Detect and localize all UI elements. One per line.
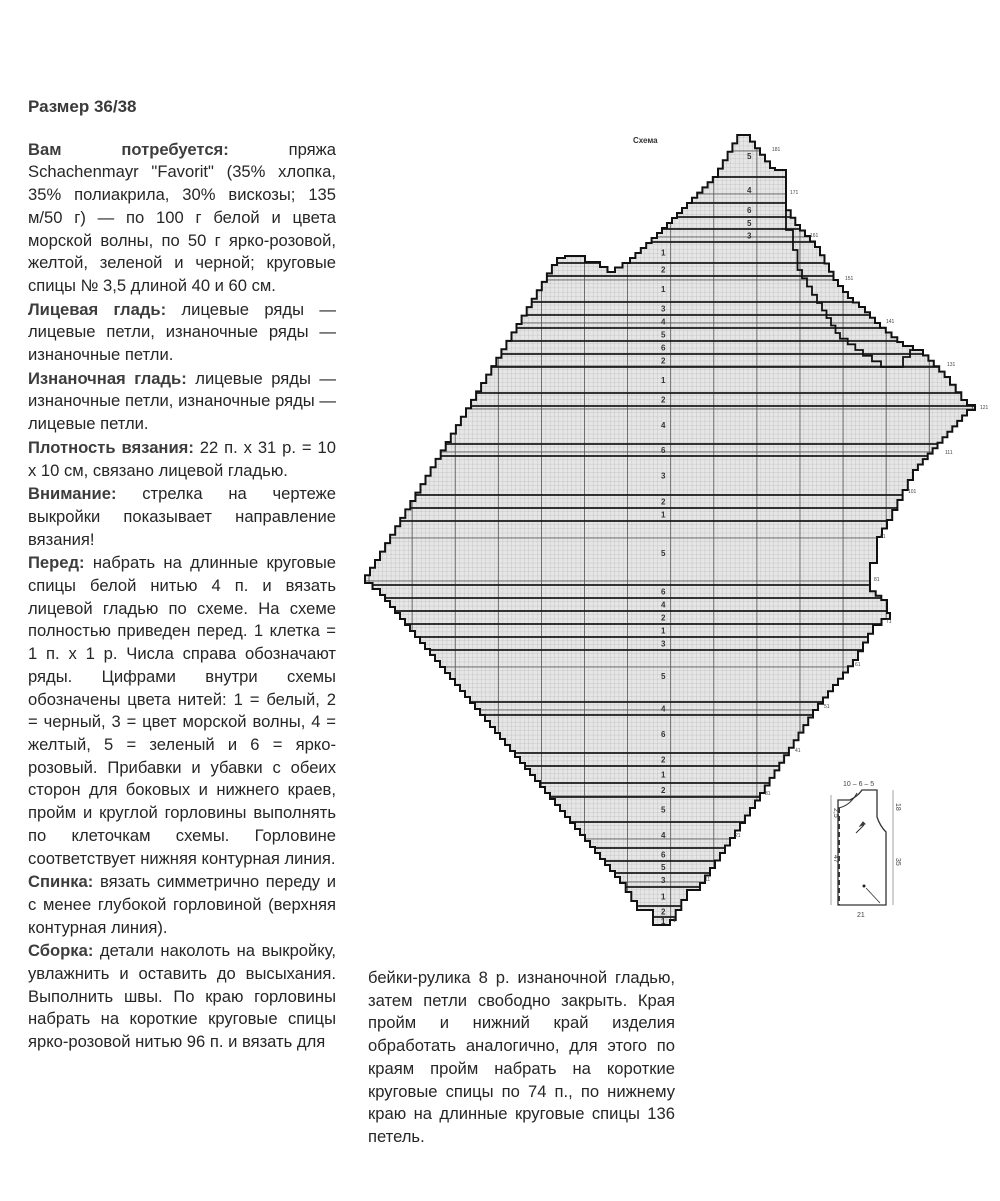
neck-depth: 2,5 [832, 808, 839, 818]
paragraph-text: набрать на длинные круговые спицы белой нитью 4 п. и вязать лицевой гладью по схеме. На схеме полностью приведен перед. 1 клетка = 1 п. х 1 р. Числа справа обозначают ряды. Цифрами внутри схемы обозначены цвета нитей: 1 = белый, 2 = черный, 3 = цвет морской волны, 4 = желтый, 5 = зеленый и 6 = ярко-розовый. Прибавки и убавки с обеих сторон для боковых и нижнего краев, пройм и круглой горловины выполнять по клеточкам схемы. Горловине соответствует нижняя контурная линия. [28, 553, 336, 868]
color-number-label: 1 [661, 892, 666, 902]
color-number-label: 4 [661, 831, 666, 840]
color-number-label: 1 [661, 510, 666, 520]
total-length: 47 [832, 855, 839, 863]
color-number-label: 5 [661, 863, 666, 872]
row-number-label: 11 [705, 877, 711, 883]
color-number-label: 2 [661, 613, 666, 623]
row-number-label: 81 [874, 577, 880, 583]
color-number-label: 6 [661, 446, 666, 455]
paragraph-lead: Перед: [28, 553, 85, 573]
color-number-label: 2 [661, 265, 666, 275]
color-number-label: 5 [747, 152, 752, 161]
paragraph-lead: Вам потребуется: [28, 139, 229, 159]
row-number-label: 141 [886, 319, 895, 325]
color-number-label: 2 [661, 907, 666, 917]
color-number-label: 1 [661, 626, 666, 636]
paragraph-text: стрелка на чертеже выкройки показывает направление вязания! [28, 484, 336, 549]
color-number-label: 4 [661, 421, 666, 430]
paragraph-text: лицевые ряды — изнаночные петли, изнаночные ряды — лицевые петли. [28, 368, 336, 434]
arrow-icon [856, 822, 865, 833]
color-number-label: 2 [661, 395, 666, 405]
color-number-label: 2 [661, 755, 666, 765]
row-number-label: 91 [880, 534, 886, 540]
paragraph-text: 22 п. х 31 р. = 10 х 10 см, связано лицевой гладью. [28, 437, 336, 480]
color-number-label: 1 [661, 770, 666, 780]
row-number-label: 131 [947, 362, 956, 368]
paragraph-text: детали наколоть на выкройку, увлажнить и оставить до высыхания. Выполнить швы. По краю горловины набрать на короткие круговые спицы ярко-розовой нитью 96 п. и вязать для [28, 941, 336, 1052]
color-number-label: 6 [661, 343, 666, 353]
color-number-label: 6 [661, 850, 666, 860]
row-number-label: 111 [945, 450, 953, 456]
size-title: Размер 36/38 [28, 97, 137, 116]
paragraph-lead: Плотность вязания: [28, 437, 194, 457]
color-number-label: 1 [661, 285, 666, 294]
paragraph-lead: Лицевая гладь: [28, 299, 167, 319]
color-number-label: 2 [661, 497, 666, 507]
color-number-label: 3 [661, 639, 666, 649]
row-number-label: 61 [855, 662, 861, 668]
paragraph-lead: Внимание: [28, 484, 117, 504]
row-number-label: 151 [845, 276, 854, 282]
color-number-label: 1 [661, 248, 666, 258]
paragraph-text: лицевые ряды — лицевые петли, изнаночные ряды — изнаночные петли. [28, 299, 336, 365]
color-number-label: 5 [661, 330, 666, 340]
color-number-label: 5 [661, 672, 666, 681]
top-widths: 10 – 6 – 5 [843, 781, 875, 788]
row-number-label: 181 [772, 147, 781, 153]
color-number-label: 6 [747, 206, 752, 215]
color-number-label: 5 [661, 549, 666, 558]
chart-grid [365, 135, 975, 925]
color-number-label: 1 [661, 917, 666, 926]
paragraph-text: вязать симметрично переду и с менее глубокой горловиной (верхняя контурная линия). [28, 872, 336, 937]
color-number-label: 6 [661, 587, 666, 597]
color-number-label: 5 [747, 219, 752, 228]
row-number-label: 41 [795, 748, 801, 754]
color-number-label: 5 [661, 805, 666, 815]
color-number-label: 3 [661, 471, 666, 481]
paragraph-lead: Сборка: [28, 941, 94, 961]
color-number-label: 2 [661, 356, 666, 366]
row-number-label: 161 [810, 233, 819, 239]
assembly-continuation: бейки-рулика 8 р. изнаночной гладью, затем петли свободно закрыть. Края пройм и нижний край изделия обработать аналогично, для этого по краям пройм набрать на короткие круговые спицы по 74 п., по нижнему краю на длинные круговые спицы 136 петель. [368, 968, 675, 1146]
row-number-label: 51 [824, 704, 830, 710]
garment-schematic [831, 781, 901, 919]
color-number-label: 4 [661, 317, 666, 327]
paragraph-text: пряжа Schachenmayr "Favorit" (35% хлопка, 35% полиакрила, 30% вискозы; 135 м/50 г) — по 100 г белой и цвета морской волны, по 50 г ярко-розовой, желтой, зеленой и черной; круговые спицы № 3,5 длиной 40 и 60 см. [28, 139, 336, 295]
row-number-label: 121 [980, 405, 989, 411]
color-number-label: 3 [747, 231, 752, 241]
color-number-label: 1 [661, 376, 666, 385]
side-length: 35 [894, 858, 901, 866]
chart-title: Схема [633, 136, 658, 145]
color-number-label: 4 [661, 704, 666, 714]
armhole-height: 18 [894, 803, 901, 811]
paragraph-lead: Спинка: [28, 872, 94, 892]
paragraph-lead: Изнаночная гладь: [28, 368, 187, 388]
row-number-label: 21 [735, 833, 741, 839]
row-number-label: 31 [765, 791, 771, 797]
bottom-width: 21 [857, 912, 865, 919]
color-number-label: 4 [661, 600, 666, 610]
row-number-label: 171 [790, 190, 799, 196]
row-number-label: 71 [886, 619, 892, 625]
color-number-label: 6 [661, 730, 666, 739]
row-number-label: 101 [908, 489, 917, 495]
color-number-label: 2 [661, 786, 666, 795]
color-number-label: 3 [661, 876, 666, 885]
row-number-label: 1 [673, 918, 676, 924]
color-number-label: 4 [747, 186, 752, 195]
color-number-label: 3 [661, 304, 666, 314]
